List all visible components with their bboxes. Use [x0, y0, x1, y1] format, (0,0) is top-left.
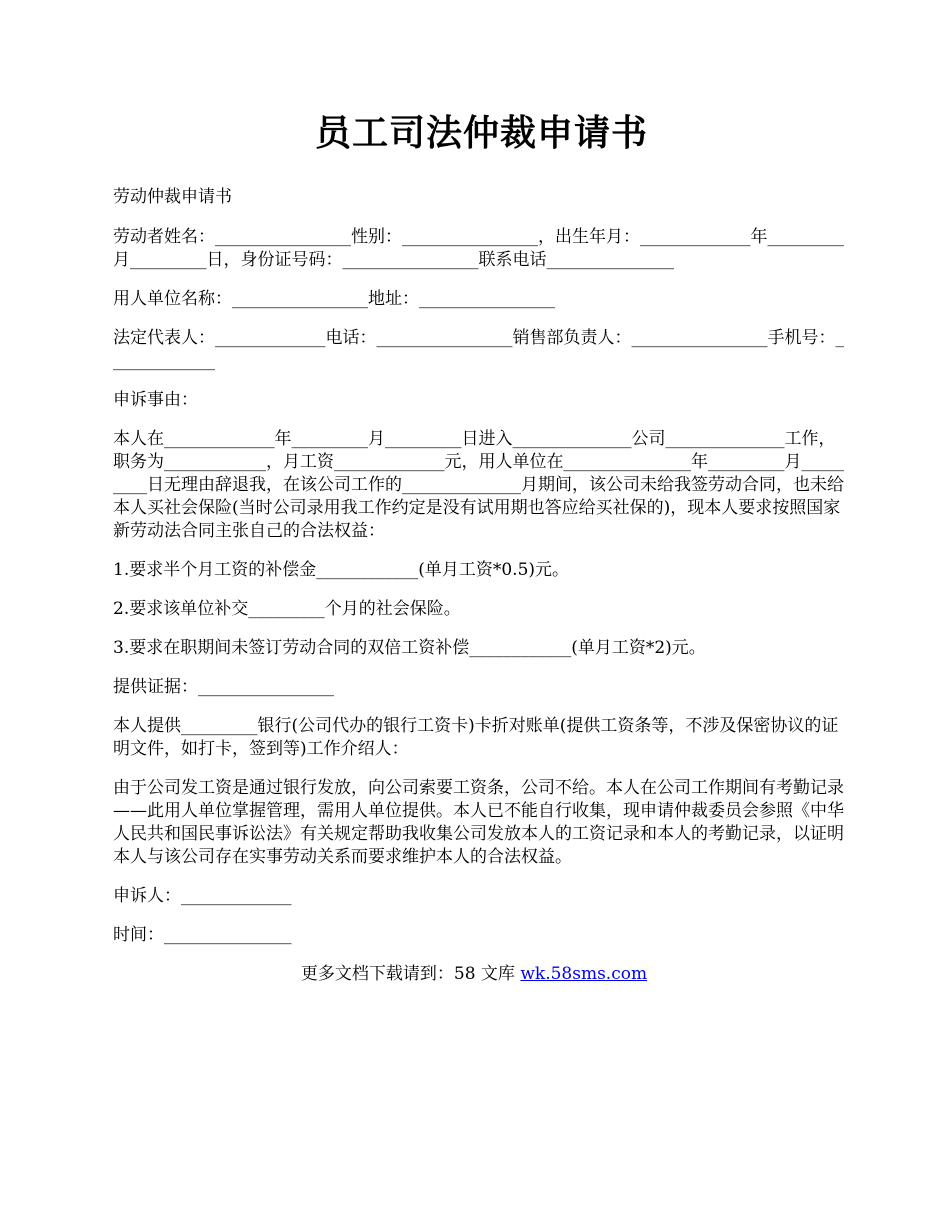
date-line: 时间：_______________ [113, 925, 292, 945]
demand-item-1: 1.要求半个月工资的补偿金____________(单月工资*0.5)元。 [113, 560, 570, 580]
document-title: 员工司法仲裁申请书 [314, 113, 648, 154]
footer [113, 963, 850, 986]
legal-representative-line: 法定代表人：_____________电话：________________销售部负责人：________________手机号：_____________ [113, 328, 844, 371]
evidence-body: 本人提供_________银行(公司代办的银行工资卡)卡折对账单(提供工资条等，不涉及保密协议的证明文件，如打卡，签到等)工作介绍人： [113, 716, 839, 759]
explanation-paragraph: 由于公司发工资是通过银行发放，向公司索要工资条，公司不给。本人在公司工作期间有考勤记录——此用人单位掌握管理，需用人单位提供。本人已不能自行收集，现申请仲裁委员会参照《中华人民共和国民事诉讼法》有关规定帮助我收集公司发放本人的工资记录和本人的考勤记录，以证明本人与该公司存在实事劳动关系而要求维护本人的合法权益。 [113, 778, 844, 867]
demand-item-3: 3.要求在职期间未签订劳动合同的双倍工资补偿____________(单月工资*2)元。 [113, 638, 706, 658]
document-subtitle: 劳动仲裁申请书 [113, 187, 232, 207]
demand-item-2: 2.要求该单位补交_________个月的社会保险。 [113, 599, 461, 619]
complaint-heading: 申诉事由： [113, 390, 198, 410]
worker-info-line: 劳动者姓名：________________性别：________________，出生年月：_____________年_________月_________日，身份证号码：________________联系电话_______________ [113, 227, 844, 270]
footer-text: 更多文档下载请到：58 文库 [300, 964, 521, 984]
evidence-heading: 提供证据：________________ [113, 677, 334, 697]
complaint-body: 本人在_____________年_________月_________日进入______________公司______________工作，职务为____________，月工资_____________元，用人单位在_______________年_________月_________日无理由辞退我，在该公司工作的______________月期间，该公司未给我签劳动合同，也未给本人买社会保险(当时公司录用我工作约定是没有试用期也答应给买社保的)，现本人要求按照国家新劳动法合同主张自己的合法权益： [113, 429, 844, 541]
complainant-signature-line: 申诉人：_____________ [113, 886, 292, 906]
footer-link[interactable]: wk.58sms.com [520, 964, 648, 984]
employer-name-line: 用人单位名称：________________地址：________________ [113, 289, 555, 309]
